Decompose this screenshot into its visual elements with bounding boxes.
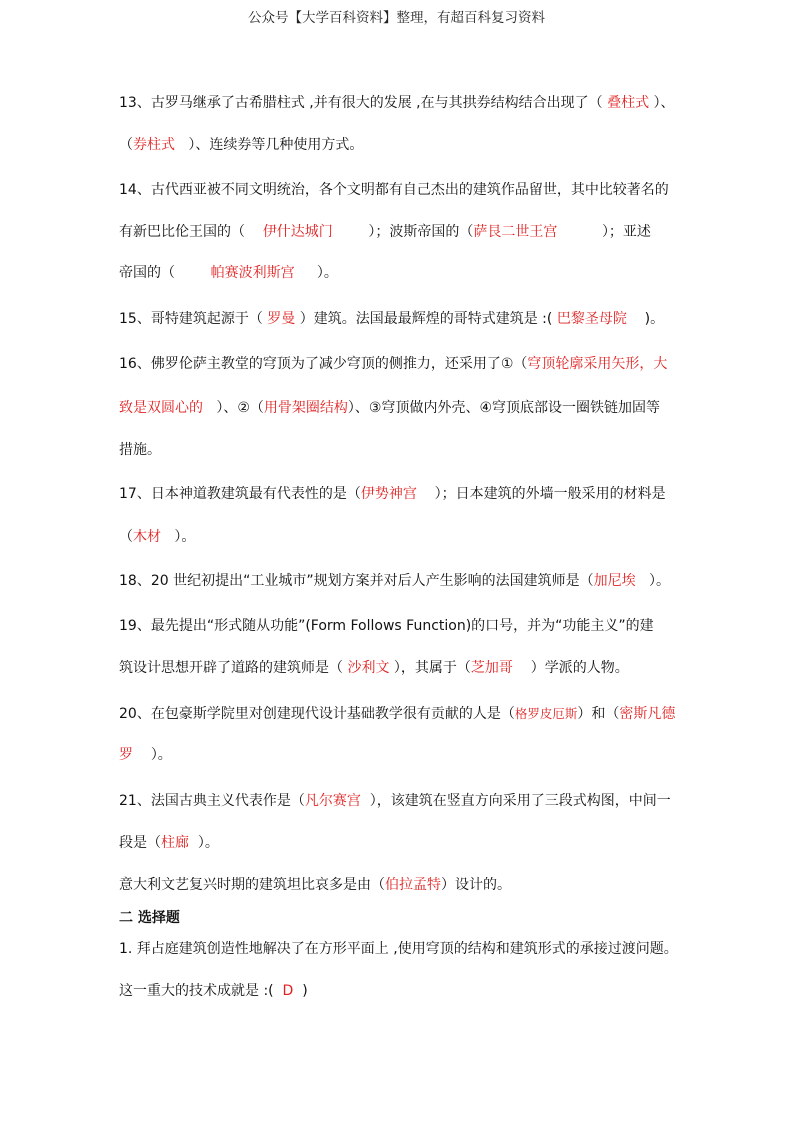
mc1-line-1: 1. 拜占庭建筑创造性地解决了在方形平面上 ,使用穹顶的结构和建筑形式的承接过渡问题。 — [119, 941, 678, 957]
q22-answer-1: 伯拉孟特 — [385, 877, 441, 893]
q19-answer-1: 沙利文 — [347, 660, 390, 676]
q16-answer-1: 穹顶轮廓采用矢形，大 — [527, 356, 668, 372]
section-heading-choice: 二 选择题 — [119, 910, 180, 926]
q16-answer-1-cont: 致是双圆心的 — [119, 400, 203, 416]
q14-line-3: 帝国的（ 帕赛波利斯宫 ）。 — [119, 265, 338, 281]
q16-line-3: 措施。 — [119, 442, 161, 458]
q17-answer-2: 木材 — [133, 529, 161, 545]
q21-answer-2: 柱廊 — [161, 835, 189, 851]
q14-line-1: 14、古代西亚被不同文明统治，各个文明都有自己杰出的建筑作品留世，其中比较著名的 — [119, 182, 669, 198]
q14-line-2: 有新巴比伦王国的（ 伊什达城门 ）；波斯帝国的（萨艮二世王宫 ）；亚述 — [119, 224, 651, 240]
q21-line-2: 段是（柱廊 ）。 — [119, 835, 219, 851]
q13-line-1: 13、古罗马继承了古希腊柱式 ,并有很大的发展 ,在与其拱券结构结合出现了（ 叠柱式 ）、 — [119, 95, 675, 111]
page-header: 公众号【大学百科资料】整理，有超百科复习资料 — [248, 10, 545, 26]
q16-line-2: 致是双圆心的 ）、②（用骨架圈结构）、③穹顶做内外壳、④穹顶底部设一圈铁链加固等 — [119, 400, 661, 416]
q15-answer-1: 罗曼 — [267, 311, 296, 327]
q16-line-1: 16、佛罗伦萨主教堂的穹顶为了减少穹顶的侧推力，还采用了①（穹顶轮廓采用矢形，大 — [119, 356, 668, 372]
q13-answer-2: 券柱式 — [133, 137, 175, 153]
q13-line-2: （券柱式 ）、连续券等几种使用方式。 — [119, 137, 364, 153]
q21-line-1: 21、法国古典主义代表作是（凡尔赛宫 ），该建筑在竖直方向采用了三段式构图，中间一 — [119, 793, 671, 809]
q20-line-2: 罗 ）。 — [119, 747, 172, 763]
q20-answer-1: 格罗皮厄斯 — [514, 706, 578, 721]
q14-answer-2: 萨艮二世王宫 — [473, 224, 558, 240]
q20-answer-2-cont: 罗 — [119, 747, 133, 763]
q20-answer-2: 密斯凡德 — [619, 706, 676, 722]
q14-answer-3: 帕赛波利斯宫 — [210, 265, 295, 281]
q22-line-1: 意大利文艺复兴时期的建筑坦比哀多是由（伯拉孟特）设计的。 — [119, 877, 511, 893]
q20-line-1: 20、在包豪斯学院里对创建现代设计基础教学很有贡献的人是（格罗皮厄斯）和（密斯凡德 — [119, 706, 676, 722]
q17-answer-1: 伊势神宫 — [360, 486, 417, 502]
q17-line-2: （木材 ）。 — [119, 529, 196, 545]
q15-answer-2: 巴黎圣母院 — [556, 311, 627, 327]
q18-line-1: 18、20 世纪初提出“工业城市”规划方案并对后人产生影响的法国建筑师是（加尼埃 ）。 — [119, 573, 670, 589]
q18-answer-1: 加尼埃 — [593, 573, 636, 589]
q21-answer-1: 凡尔赛宫 — [304, 793, 361, 809]
q15-line-1: 15、哥特建筑起源于（ 罗曼 ）建筑。法国最最辉煌的哥特式建筑是 :( 巴黎圣母院 )。 — [119, 311, 665, 327]
q19-line-1: 19、最先提出“形式随从功能”(Form Follows Function)的口号，并为“功能主义”的建 — [119, 618, 654, 634]
q19-line-2: 筑设计思想开辟了道路的建筑师是（ 沙利文 ），其属于（芝加哥 ）学派的人物。 — [119, 660, 629, 676]
mc1-line-2: 这一重大的技术成就是 :( D ) — [119, 983, 308, 999]
q19-answer-2: 芝加哥 — [470, 660, 513, 676]
mc1-answer: D — [282, 983, 294, 999]
q13-answer-1: 叠柱式 — [607, 95, 650, 111]
q17-line-1: 17、日本神道教建筑最有代表性的是（伊势神宫 ）；日本建筑的外墙一般采用的材料是 — [119, 486, 666, 502]
q16-answer-2: 用骨架圈结构 — [263, 400, 348, 416]
q14-answer-1: 伊什达城门 — [262, 224, 333, 240]
